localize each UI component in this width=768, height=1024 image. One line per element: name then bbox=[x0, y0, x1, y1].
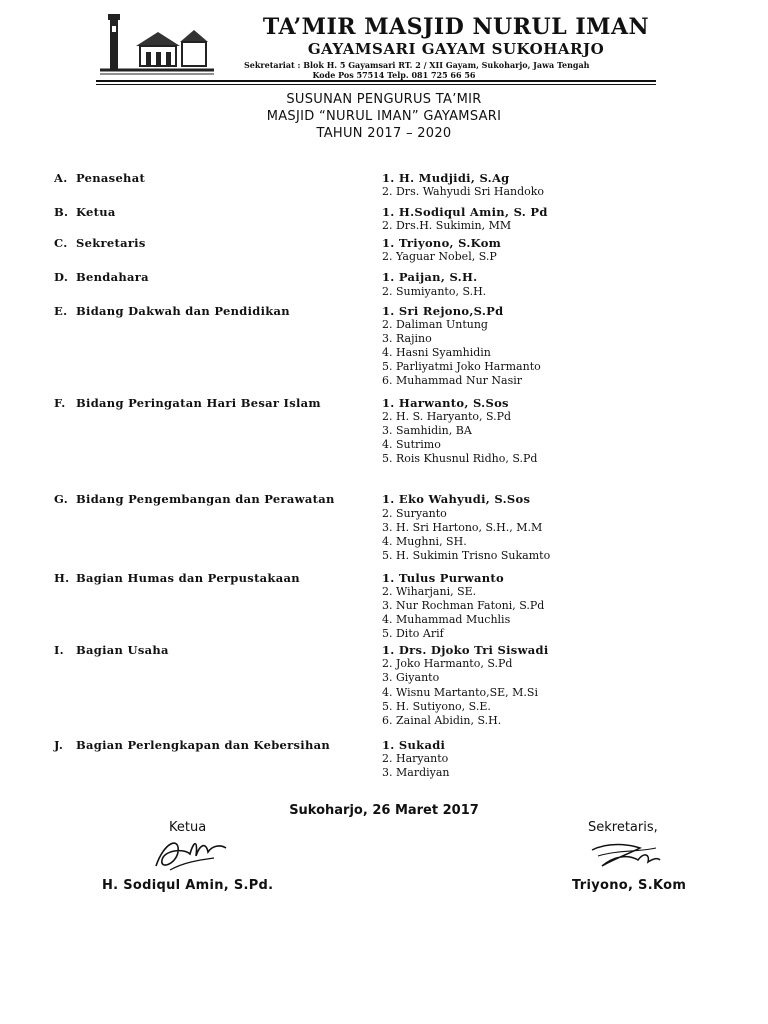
member: 3. Giyanto bbox=[382, 671, 440, 684]
member: 1. Triyono, S.Kom bbox=[382, 236, 502, 250]
right-signature-icon bbox=[588, 836, 662, 876]
member: 3. Nur Rochman Fatoni, S.Pd bbox=[382, 599, 545, 612]
org-name: TA’MIR MASJID NURUL IMAN bbox=[262, 14, 650, 40]
member: 4. Hasni Syamhidin bbox=[382, 346, 491, 359]
member: 2. Joko Harmanto, S.Pd bbox=[382, 657, 513, 670]
section-label: E. Bidang Dakwah dan Pendidikan bbox=[54, 304, 290, 318]
section-label: D. Bendahara bbox=[54, 270, 149, 284]
letterhead bbox=[96, 8, 656, 80]
member: 2. Haryanto bbox=[382, 752, 449, 765]
member: 2. Drs.H. Sukimin, MM bbox=[382, 219, 512, 232]
section-label: B. Ketua bbox=[54, 205, 116, 219]
member: 6. Muhammad Nur Nasir bbox=[382, 374, 523, 387]
member: 3. H. Sri Hartono, S.H., M.M bbox=[382, 521, 543, 534]
member: 1. Sri Rejono,S.Pd bbox=[382, 304, 504, 318]
member: 1. Harwanto, S.Sos bbox=[382, 396, 509, 410]
section-label: J. Bagian Perlengkapan dan Kebersihan bbox=[54, 738, 331, 752]
member: 2. Suryanto bbox=[382, 507, 447, 520]
letterhead-rule-thick bbox=[96, 80, 656, 82]
member: 4. Wisnu Martanto,SE, M.Si bbox=[382, 686, 538, 699]
member: 5. Rois Khusnul Ridho, S.Pd bbox=[382, 452, 538, 465]
org-address: Sekretariat : Blok H. 5 Gayamsari RT. 2 / XII Gayam, Sukoharjo, Jawa Tengah bbox=[244, 60, 590, 70]
member: 2. Drs. Wahyudi Sri Handoko bbox=[382, 185, 545, 198]
section-label: I. Bagian Usaha bbox=[54, 643, 169, 657]
left-signatory-name: H. Sodiqul Amin, S.Pd. bbox=[102, 878, 274, 893]
section-label: H. Bagian Humas dan Perpustakaan bbox=[54, 571, 300, 585]
mosque-logo-icon bbox=[96, 12, 216, 76]
member: 4. Sutrimo bbox=[382, 438, 441, 451]
member: 6. Zainal Abidin, S.H. bbox=[382, 714, 502, 727]
section-label: C. Sekretaris bbox=[54, 236, 146, 250]
member: 1. H.Sodiqul Amin, S. Pd bbox=[382, 205, 548, 219]
member: 2. H. S. Haryanto, S.Pd bbox=[382, 410, 512, 423]
member: 2. Sumiyanto, S.H. bbox=[382, 285, 487, 298]
member: 1. Sukadi bbox=[382, 738, 446, 752]
right-signatory-name: Triyono, S.Kom bbox=[572, 878, 687, 893]
member: 1. H. Mudjidi, S.Ag bbox=[382, 171, 510, 185]
member: 4. Mughni, SH. bbox=[382, 535, 467, 548]
doc-title-line2: MASJID “NURUL IMAN” GAYAMSARI bbox=[266, 109, 502, 124]
member: 3. Mardiyan bbox=[382, 766, 450, 779]
member: 4. Muhammad Muchlis bbox=[382, 613, 511, 626]
member: 5. H. Sukimin Trisno Sukamto bbox=[382, 549, 551, 562]
member: 1. Eko Wahyudi, S.Sos bbox=[382, 492, 531, 506]
member: 5. Dito Arif bbox=[382, 627, 444, 640]
org-location: GAYAMSARI GAYAM SUKOHARJO bbox=[307, 40, 605, 58]
member: 2. Daliman Untung bbox=[382, 318, 488, 331]
right-signatory-role: Sekretaris, bbox=[588, 820, 658, 835]
doc-title-line3: TAHUN 2017 – 2020 bbox=[316, 126, 452, 141]
section-label: F. Bidang Peringatan Hari Besar Islam bbox=[54, 396, 321, 410]
member: 1. Paijan, S.H. bbox=[382, 270, 478, 284]
member: 5. Parliyatmi Joko Harmanto bbox=[382, 360, 541, 373]
doc-title-line1: SUSUNAN PENGURUS TA’MIR bbox=[286, 92, 482, 107]
section-label: G. Bidang Pengembangan dan Perawatan bbox=[54, 492, 335, 506]
section-label: A. Penasehat bbox=[54, 171, 146, 185]
member: 3. Samhidin, BA bbox=[382, 424, 472, 437]
member: 1. Drs. Djoko Tri Siswadi bbox=[382, 643, 549, 657]
left-signature-icon bbox=[150, 830, 230, 876]
member: 3. Rajino bbox=[382, 332, 432, 345]
member: 2. Yaguar Nobel, S.P bbox=[382, 250, 497, 263]
member: 2. Wiharjani, SE. bbox=[382, 585, 477, 598]
org-contact: Kode Pos 57514 Telp. 081 725 66 56 bbox=[312, 70, 476, 80]
left-signatory-role: Ketua bbox=[169, 820, 207, 835]
place-date: Sukoharjo, 26 Maret 2017 bbox=[289, 803, 479, 818]
member: 1. Tulus Purwanto bbox=[382, 571, 504, 585]
member: 5. H. Sutiyono, S.E. bbox=[382, 700, 491, 713]
letterhead-rule-thin bbox=[96, 84, 656, 85]
